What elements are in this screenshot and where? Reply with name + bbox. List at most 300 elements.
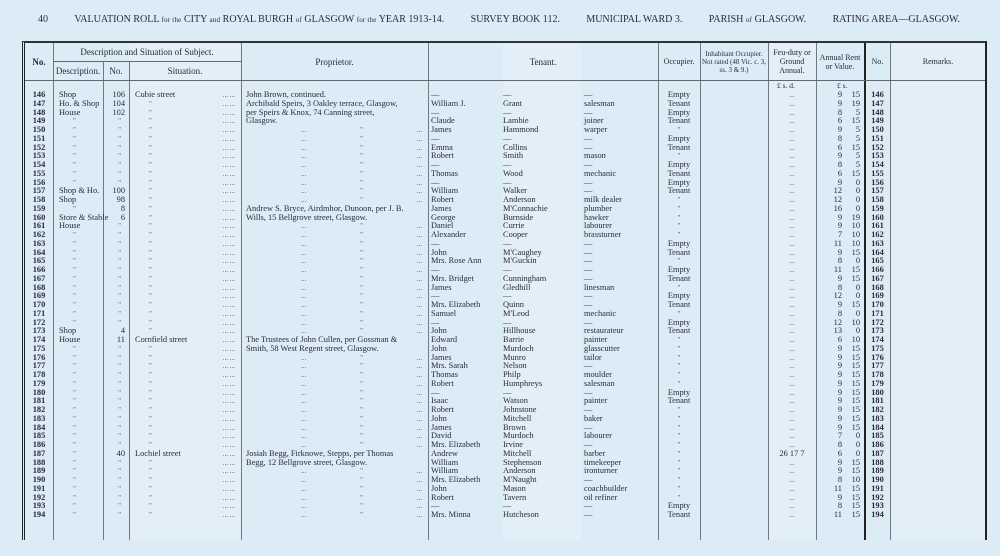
tenant-surname: Burnside [503, 212, 534, 222]
ditto-mark: " [149, 274, 152, 283]
ditto-mark: " [149, 423, 152, 432]
ditto-mark: " [149, 99, 152, 108]
ditto-mark: " [677, 222, 681, 231]
tenant-surname: M'Leod [503, 308, 530, 318]
ditto-mark: " [149, 117, 152, 126]
situation [129, 424, 241, 433]
rent-pounds: 8 [837, 282, 842, 292]
situation [129, 485, 241, 494]
tenant-surname: — [503, 387, 512, 397]
remarks [890, 467, 985, 476]
rent-pounds: 8 [837, 475, 842, 484]
ditto-mark: " [118, 441, 121, 449]
ditto-mark: " [149, 301, 152, 309]
street-number [103, 284, 129, 293]
situation [129, 135, 241, 144]
rent-pounds: 9 [837, 422, 842, 432]
occupier: Empty [667, 387, 691, 397]
remarks [890, 152, 985, 161]
situation [129, 511, 241, 520]
tenant-surname: Mason [503, 483, 526, 493]
rent-shillings: 15 [851, 457, 860, 467]
proprietor: Smith, 58 West Regent street, Glasgow. [246, 343, 379, 353]
description [53, 424, 103, 433]
row-number: 146 [32, 90, 46, 99]
description [53, 389, 103, 398]
proprietor: ... " ... [301, 274, 422, 283]
row-number: 164 [32, 247, 46, 257]
header-proprietor: Proprietor. [315, 56, 354, 67]
situation [129, 257, 241, 266]
tenant-occupation: salesman [584, 378, 615, 388]
tenant-first-name: Thomas [431, 168, 458, 178]
feu-duty: ... [789, 117, 795, 126]
header-description: Description. [55, 65, 101, 76]
row-number-repeat: 166 [871, 265, 884, 274]
remarks [890, 371, 985, 380]
rent-pounds: 9 [837, 125, 842, 134]
inhabitant-occupier [700, 266, 768, 275]
remarks [890, 222, 985, 231]
situation [129, 144, 241, 153]
street-number [103, 126, 129, 135]
inhabitant-occupier [700, 161, 768, 170]
feu-duty: ... [789, 371, 795, 379]
tenant-surname: Tavern [503, 492, 527, 502]
page-number: 40 [38, 14, 48, 25]
ditto-mark: " [677, 213, 681, 222]
inhabitant-occupier [700, 179, 768, 188]
tenant-occupation: — [584, 361, 593, 371]
tenant-occupation: — [584, 291, 593, 301]
ditto-mark: " [118, 231, 121, 239]
feu-duty: ... [789, 231, 795, 239]
rent-shillings: 15 [851, 247, 860, 257]
rent-shillings: 10 [851, 238, 860, 248]
situation [129, 380, 241, 389]
row-number-repeat: 183 [871, 413, 884, 423]
tenant-first-name: William [431, 466, 459, 476]
description: House [59, 335, 81, 344]
street-number [103, 135, 129, 144]
rent-shillings: 15 [851, 300, 860, 309]
ditto-mark: " [149, 196, 152, 204]
rent-shillings: 15 [851, 273, 860, 283]
ditto-mark: " [118, 117, 121, 126]
tenant-first-name: Mrs. Elizabeth [431, 440, 481, 449]
feu-duty: ... [789, 301, 795, 309]
ditto-mark: " [360, 178, 363, 187]
tenant-first-name: George [431, 212, 456, 222]
rent-shillings: 15 [851, 116, 860, 126]
inhabitant-occupier [700, 240, 768, 249]
ditto-mark: " [360, 318, 363, 327]
remarks [890, 170, 985, 179]
inhabitant-occupier [700, 310, 768, 319]
rent-pounds: 6 [837, 168, 842, 178]
rent-pounds: 9 [837, 98, 842, 108]
tenant-first-name: — [431, 238, 440, 248]
tenant-surname: Munro [503, 352, 526, 362]
ditto-mark: " [149, 493, 152, 502]
ditto-mark: " [73, 178, 76, 187]
ditto-mark: " [677, 126, 681, 134]
tenant-surname: Murdoch [503, 431, 534, 441]
remarks [890, 109, 985, 118]
tenant-first-name: Thomas [431, 370, 458, 379]
row-number: 152 [32, 142, 46, 152]
ditto-mark: " [73, 502, 76, 511]
proprietor: ... " ... [301, 169, 422, 178]
inhabitant-occupier [700, 397, 768, 406]
description [53, 152, 103, 161]
street-number [103, 345, 129, 354]
row-number-repeat: 148 [871, 107, 884, 117]
inhabitant-occupier [700, 371, 768, 380]
situation [129, 214, 241, 223]
inhabitant-occupier [700, 450, 768, 459]
rent-pounds: 8 [837, 501, 842, 511]
description [53, 459, 103, 468]
tenant-occupation: glasscutter [584, 343, 620, 353]
occupier [658, 205, 700, 214]
tenant-surname: Murdoch [503, 343, 534, 353]
description [53, 126, 103, 135]
tenant-occupation: — [584, 177, 593, 187]
ditto-mark: " [360, 231, 363, 239]
row-number-repeat: 158 [871, 195, 884, 204]
proprietor: ... " ... [301, 511, 422, 519]
remarks [890, 284, 985, 293]
situation [129, 389, 241, 398]
inhabitant-occupier [700, 389, 768, 398]
row-number-repeat: 191 [871, 483, 884, 493]
street-number [103, 511, 129, 520]
remarks [890, 415, 985, 424]
rent-shillings: 19 [851, 212, 860, 222]
ditto-mark: " [149, 476, 152, 484]
row-number-repeat: 194 [871, 510, 884, 519]
remarks [890, 214, 985, 223]
street-number: 11 [116, 335, 125, 344]
proprietor: ... " ... [301, 248, 422, 257]
ditto-mark: " [677, 493, 681, 502]
rent-pounds: 9 [837, 466, 842, 476]
description [53, 310, 103, 319]
row-number-repeat: 154 [871, 160, 884, 169]
rent-pounds: 9 [837, 247, 842, 257]
feu-duty: ... [789, 187, 795, 196]
ditto-mark: " [360, 126, 363, 134]
rent-pounds: 8 [837, 133, 842, 143]
rent-shillings: 10 [851, 230, 860, 239]
proprietor: ... " ... [301, 327, 422, 336]
occupier: Tenant [667, 510, 691, 519]
ditto-mark: " [360, 301, 363, 309]
remarks [890, 485, 985, 494]
row-number: 178 [32, 370, 46, 379]
occupier: Tenant [667, 396, 691, 406]
ditto-mark: " [73, 397, 76, 406]
description [53, 240, 103, 249]
description [53, 301, 103, 310]
ditto-mark: " [149, 143, 152, 152]
tenant-surname: Philp [503, 370, 521, 379]
tenant-occupation: — [584, 107, 593, 117]
ditto-mark: " [73, 257, 76, 266]
ditto-mark: " [149, 257, 152, 266]
feu-duty: ... [789, 502, 795, 511]
tenant-surname: — [503, 291, 512, 301]
tenant-first-name: James [431, 352, 452, 362]
ditto-mark: " [149, 344, 152, 353]
tenant-first-name: Daniel [431, 221, 454, 231]
tenant-surname: Collins [503, 142, 528, 152]
tenant-first-name: Robert [431, 492, 454, 502]
feu-duty: ... [789, 266, 795, 274]
remarks [890, 135, 985, 144]
tenant-surname: M'Naught [503, 475, 537, 484]
ditto-mark: " [149, 283, 152, 292]
header-occupier: Occupier. [663, 56, 695, 66]
description [53, 397, 103, 406]
rent-shillings: 5 [855, 133, 860, 143]
rent-shillings: 0 [855, 177, 860, 187]
proprietor: The Trustees of John Cullen, per Gossman & [246, 335, 398, 344]
tenant-occupation: — [584, 186, 593, 196]
tenant-surname: Anderson [503, 466, 536, 476]
remarks [890, 196, 985, 205]
ditto-mark: " [677, 283, 681, 292]
ditto-mark: " [360, 423, 363, 432]
feu-duty: ... [789, 388, 795, 397]
row-number: 185 [32, 431, 46, 441]
tenant-first-name: Samuel [431, 308, 457, 318]
ditto-mark: " [677, 257, 681, 266]
rent-shillings: 0 [855, 282, 860, 292]
row-number: 173 [32, 326, 46, 336]
proprietor: per Speirs & Knox, 74 Canning street, [246, 107, 375, 117]
remarks [890, 144, 985, 153]
proprietor: ... " ... [301, 362, 422, 371]
street-number [103, 380, 129, 389]
rent-pounds: 9 [837, 177, 842, 187]
ditto-mark: " [149, 484, 152, 493]
tenant-surname: Walker [503, 186, 527, 196]
rent-pounds: 16 [833, 203, 842, 213]
tenant-surname: Lambie [503, 116, 529, 126]
feu-units: £ s. d. [777, 81, 795, 90]
street-number: 102 [112, 107, 125, 117]
ditto-mark: " [118, 257, 121, 266]
ditto-mark: " [73, 204, 76, 213]
remarks [890, 494, 985, 503]
remarks [890, 476, 985, 485]
ditto-mark: " [149, 108, 152, 117]
street-number [103, 249, 129, 258]
tenant-surname: Cooper [503, 230, 528, 239]
row-number: 160 [32, 212, 46, 222]
tenant-occupation: mason [584, 151, 606, 161]
ditto-mark: " [118, 371, 121, 379]
situation [129, 170, 241, 179]
rent-pounds: 12 [833, 186, 842, 196]
ditto-mark: " [73, 283, 76, 292]
rent-pounds: 6 [837, 448, 842, 458]
inhabitant-occupier [700, 144, 768, 153]
row-number: 177 [32, 361, 46, 371]
ditto-mark: " [149, 134, 152, 143]
row-number-repeat: 175 [871, 343, 884, 353]
description [53, 117, 103, 126]
street-number [103, 231, 129, 240]
rent-shillings: 5 [855, 125, 860, 134]
ditto-mark: " [149, 502, 152, 511]
tenant-occupation: — [584, 440, 593, 449]
remarks [890, 397, 985, 406]
rent-shillings: 0 [855, 308, 860, 318]
inhabitant-occupier [700, 275, 768, 284]
rent-shillings: 0 [855, 186, 860, 196]
row-number: 176 [32, 352, 46, 362]
feu-duty: ... [789, 458, 795, 467]
situation [129, 275, 241, 284]
ditto-mark: " [360, 467, 363, 476]
row-number-repeat: 184 [871, 422, 884, 432]
occupier: Empty [667, 501, 691, 511]
tenant-surname: Cunningham [503, 273, 547, 283]
occupier: Empty [667, 238, 691, 248]
row-number-repeat: 155 [871, 168, 884, 178]
street-number [103, 319, 129, 328]
description [53, 432, 103, 441]
row-number-repeat: 165 [871, 256, 884, 266]
situation [129, 397, 241, 406]
inhabitant-occupier [700, 319, 768, 328]
street-number [103, 432, 129, 441]
tenant-surname: Hillhouse [503, 326, 536, 336]
situation [129, 459, 241, 468]
rent-shillings: 19 [851, 98, 860, 108]
ditto-mark: " [360, 187, 363, 196]
ditto-mark: " [149, 292, 152, 301]
ditto-mark: " [677, 204, 681, 213]
remarks [890, 249, 985, 258]
row-number-repeat: 170 [871, 300, 884, 309]
tenant-surname: Hutcheson [503, 510, 539, 519]
tenant-first-name: — [431, 387, 440, 397]
feu-duty: ... [789, 248, 795, 257]
row-number: 161 [32, 221, 46, 231]
rent-shillings: 15 [851, 90, 860, 99]
inhabitant-occupier [700, 362, 768, 371]
valuation-table [22, 41, 987, 540]
rent-shillings: 10 [851, 317, 860, 327]
tenant-surname: Irvine [503, 440, 523, 449]
remarks [890, 459, 985, 468]
ditto-mark: " [73, 414, 76, 423]
tenant-occupation: milk dealer [584, 195, 622, 204]
row-number: 166 [32, 265, 46, 274]
ditto-mark: " [149, 169, 152, 178]
feu-duty: ... [789, 204, 795, 213]
rent-pounds: 9 [837, 300, 842, 309]
rent-shillings: 0 [855, 431, 860, 441]
remarks [890, 205, 985, 214]
remarks [890, 91, 985, 100]
ditto-mark: " [360, 362, 363, 371]
tenant-surname: Wood [503, 168, 523, 178]
rent-shillings: 15 [851, 510, 860, 519]
ditto-mark: " [118, 301, 121, 309]
inhabitant-occupier [700, 126, 768, 135]
description [53, 249, 103, 258]
inhabitant-occupier [700, 170, 768, 179]
tenant-occupation: — [584, 133, 593, 143]
row-number: 189 [32, 466, 46, 476]
situation [129, 231, 241, 240]
tenant-surname: — [503, 177, 512, 187]
rent-shillings: 10 [851, 335, 860, 344]
ditto-mark: " [360, 502, 363, 511]
occupier [658, 441, 700, 450]
inhabitant-occupier [700, 327, 768, 336]
row-number: 158 [32, 195, 46, 204]
description [53, 144, 103, 153]
rent-shillings: 5 [855, 151, 860, 161]
inhabitant-occupier [700, 109, 768, 118]
tenant-occupation: moulder [584, 370, 612, 379]
remarks [890, 319, 985, 328]
tenant-surname: Humphreys [503, 378, 543, 388]
tenant-surname: — [503, 107, 512, 117]
row-number: 179 [32, 378, 46, 388]
rent-shillings: 15 [851, 168, 860, 178]
row-number: 149 [32, 116, 46, 126]
ditto-mark: " [118, 502, 121, 511]
tenant-first-name: Robert [431, 405, 454, 414]
proprietor: ... " ... [301, 257, 422, 266]
tenant-occupation: — [584, 142, 593, 152]
ditto-mark: " [73, 292, 76, 301]
situation [129, 196, 241, 205]
street-number [103, 310, 129, 319]
street-number: 4 [120, 326, 125, 336]
tenant-surname: Gledhill [503, 282, 531, 292]
remarks [890, 126, 985, 135]
rent-pounds: 9 [837, 396, 842, 406]
ditto-mark: " [149, 213, 152, 222]
description [53, 415, 103, 424]
ditto-mark: " [118, 239, 121, 248]
tenant-surname: — [503, 317, 512, 327]
tenant-occupation: warper [584, 125, 608, 134]
ditto-mark: " [149, 406, 152, 414]
situation [129, 432, 241, 441]
ditto-mark: " [149, 222, 152, 231]
ditto-mark: " [677, 423, 681, 432]
ditto-mark: " [149, 161, 152, 169]
rent-units: £ s. [837, 81, 848, 90]
proprietor: Glasgow. [246, 116, 278, 126]
ditto-mark: " [73, 318, 76, 327]
remarks [890, 511, 985, 520]
ditto-mark: " [677, 432, 681, 441]
feu-duty: ... [789, 406, 795, 414]
ditto-mark: " [360, 283, 363, 292]
ditto-mark: " [360, 309, 363, 318]
proprietor: ... " ... [301, 309, 422, 318]
